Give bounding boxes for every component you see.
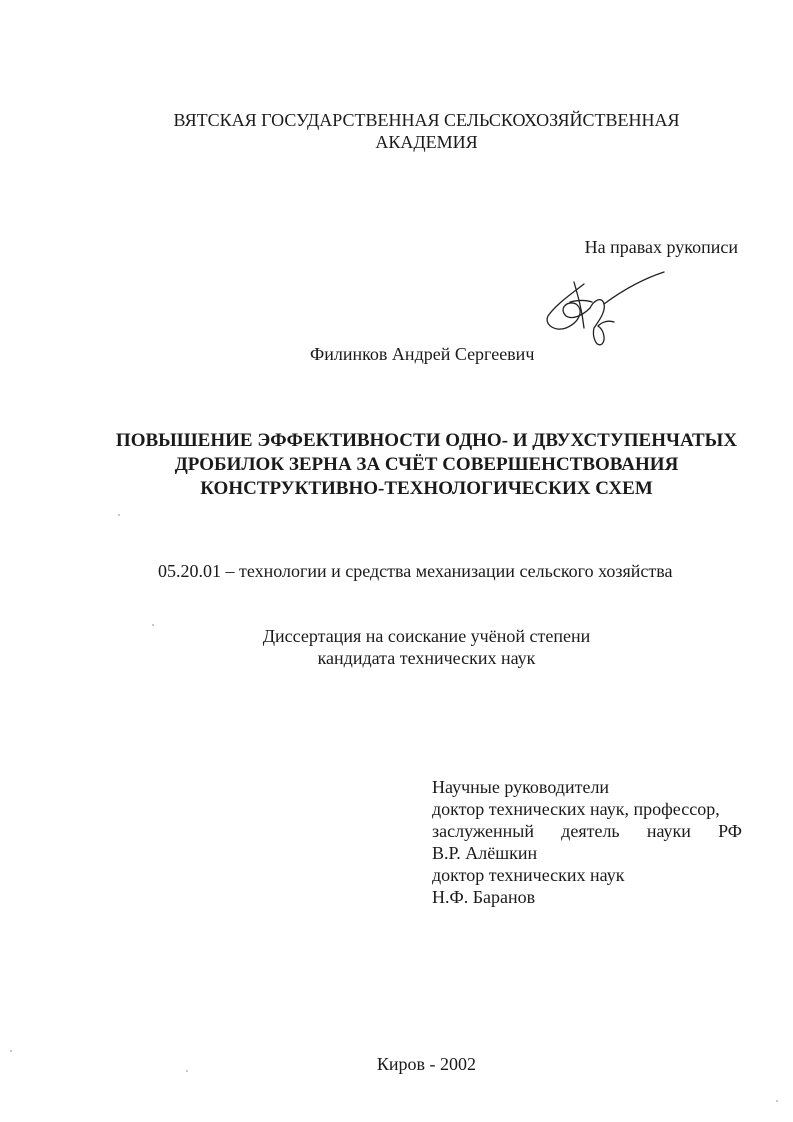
author-name-text: Филинков Андрей Сергеевич (310, 344, 535, 364)
scan-speck (10, 1050, 12, 1052)
honor-word-1: заслуженный (432, 821, 535, 841)
honor-word-4: РФ (718, 821, 742, 841)
scan-speck (152, 624, 154, 626)
scan-speck (186, 1070, 188, 1072)
institution-name (60, 109, 793, 153)
author-signature (540, 270, 672, 352)
supervisors-heading: Научные руководители (432, 777, 610, 797)
scan-speck (118, 514, 120, 516)
manuscript-note: На правах рукописи (584, 237, 738, 257)
thesis-title-line-3: КОНСТРУКТИВНО-ТЕХНОЛОГИЧЕСКИХ СХЕМ (200, 478, 653, 499)
honor-word-2: деятель (561, 821, 620, 841)
author-name (0, 343, 793, 365)
supervisor-1-honor (432, 820, 742, 842)
degree-statement (60, 625, 793, 669)
institution-line-2: АКАДЕМИЯ (375, 132, 478, 152)
city-year (60, 1053, 793, 1075)
supervisors-block (432, 776, 742, 908)
degree-line-2: кандидата технических наук (317, 648, 536, 668)
city-year-text: Киров - 2002 (376, 1054, 477, 1074)
thesis-title-line-2: ДРОБИЛОК ЗЕРНА ЗА СЧЁТ СОВЕРШЕНСТВОВАНИЯ (174, 454, 679, 475)
honor-word-3: науки (646, 821, 691, 841)
institution-line-1: ВЯТСКАЯ ГОСУДАРСТВЕННАЯ СЕЛЬСКОХОЗЯЙСТВЕННАЯ (173, 110, 680, 130)
thesis-title-line-1: ПОВЫШЕНИЕ ЭФФЕКТИВНОСТИ ОДНО- И ДВУХСТУПЕНЧАТЫХ (115, 430, 738, 451)
specialty-code (0, 560, 793, 582)
supervisor-1-title: доктор технических наук, профессор, (432, 799, 720, 819)
scan-speck (776, 1100, 778, 1102)
degree-line-1: Диссертация на соискание учёной степени (262, 626, 591, 646)
specialty-text: 05.20.01 – технологии и средства механизации сельского хозяйства (158, 561, 673, 581)
supervisor-1-name: В.Р. Алёшкин (432, 843, 538, 863)
supervisor-2-title: доктор технических наук (432, 865, 625, 885)
thesis-title (60, 429, 793, 501)
supervisor-2-name: Н.Ф. Баранов (432, 887, 536, 907)
